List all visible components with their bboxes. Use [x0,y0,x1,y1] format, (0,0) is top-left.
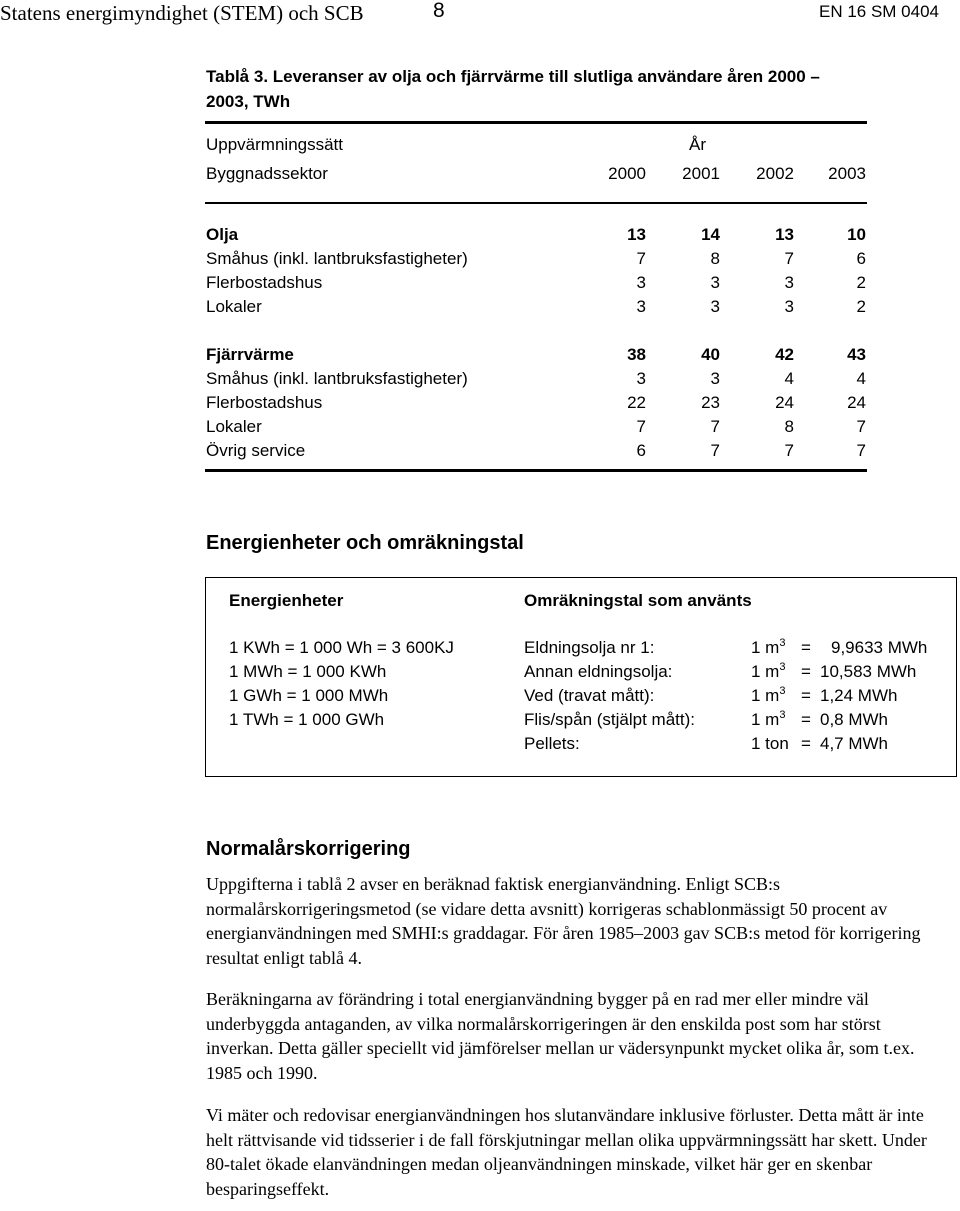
row-label: Småhus (inkl. lantbruksfastigheter) [206,369,468,388]
table-header-year-cell: 2003 [828,164,866,183]
row-label: Flerbostadshus [206,393,323,412]
table-title: Tablå 3. Leveranser av olja och fjärrvärme till slutliga användare åren 2000 – 2003, TWh [206,67,820,111]
fuel-equals: = [801,638,811,657]
row-value: 2 [856,297,866,316]
units-column-heading: Energienheter [229,591,344,610]
table-row [205,369,867,393]
row-label: Lokaler [206,417,262,436]
row-value: 24 [775,393,794,412]
row-value: 22 [627,393,646,412]
paragraph: Beräkningarna av förändring i total energianvändning bygger på en rad mer eller mindre väl underbyggda antaganden, av vilka normalårskorrigeringen är den enskilda post som har störst inverkan. Detta gäller speciellt vid jämförelser mellan ur vädersynpunkt mycket olika år, som t.ex. 1985 och 1990. [206,989,915,1083]
row-label: Flerbostadshus [206,273,323,292]
table-row [205,297,867,321]
table-row [205,393,867,417]
row-value: 7 [784,249,794,268]
table-header-year-cell: 2001 [682,164,720,183]
table-header-sector: Byggnadssektor [206,164,328,183]
fuel-quantity: 1 $m^3$ [751,685,786,705]
normal-year-heading: Normalårskorrigering [206,838,411,860]
fuel-name: Eldningsolja nr 1: [524,638,655,657]
factors-column-heading: Omräkningstal som använts [524,591,752,610]
row-label: Övrig service [206,441,306,460]
row-value: 7 [636,417,646,436]
row-value: 3 [710,273,720,292]
row-value: 7 [856,417,866,436]
row-label: Lokaler [206,297,262,316]
fuel-name: Flis/spån (stjälpt mått): [524,710,695,729]
fuel-name: Annan eldningsolja: [524,662,673,681]
row-value: 7 [856,441,866,460]
table-header-year-cell: 2002 [756,164,794,183]
row-value: 3 [784,273,794,292]
row-value: 2 [856,273,866,292]
row-value: 24 [847,393,866,412]
row-value: 3 [636,297,646,316]
row-label: Olja [206,225,239,244]
unit-line: 1 KWh = 1 000 Wh = 3 600KJ [229,638,454,657]
row-value: 3 [636,369,646,388]
table-header-year: År [689,135,706,154]
fuel-name: Pellets: [524,734,580,753]
row-value: 4 [856,369,866,388]
table-header-year-cell: 2000 [608,164,646,183]
fuel-equals: = [801,686,811,705]
row-value: 7 [710,417,720,436]
conversion-box [205,577,957,777]
header-organization: Statens energimyndighet (STEM) och SCB [0,1,364,25]
fuel-quantity: 1 $m^3$ [751,661,786,681]
row-value: 42 [775,345,794,364]
fuel-value: 4,7 MWh [820,734,889,753]
row-value: 14 [701,225,720,244]
row-value: 8 [710,249,720,268]
row-value: 6 [636,441,646,460]
row-value: 43 [847,345,866,364]
table-row [205,441,867,465]
row-value: 38 [627,345,646,364]
row-value: 8 [784,417,794,436]
row-value: 7 [784,441,794,460]
row-value: 7 [710,441,720,460]
fuel-equals: = [801,734,811,753]
row-value: 3 [636,273,646,292]
fuel-equals: = [801,710,811,729]
table-row [205,345,867,369]
row-value: 3 [710,369,720,388]
fuel-value: 9,9633 MWh [831,638,928,657]
energy-units-heading: Energienheter och omräkningstal [206,532,524,554]
table-row [205,225,867,249]
row-label: Småhus (inkl. lantbruksfastigheter) [206,249,468,268]
table-header-row [205,164,867,188]
unit-line: 1 TWh = 1 000 GWh [229,710,385,729]
table-row [205,249,867,273]
row-label: Fjärrvärme [206,345,294,364]
fuel-quantity: 1 $m^3$ [751,637,786,657]
fuel-quantity: 1 $m^3$ [751,709,786,729]
fuel-equals: = [801,662,811,681]
page-header [0,0,960,30]
fuel-value: 0,8 MWh [820,710,889,729]
table-row [205,273,867,297]
fuel-name: Ved (travat mått): [524,686,655,705]
table-bottom-rule [205,469,867,472]
header-publication-code: EN 16 SM 0404 [818,2,939,21]
fuel-quantity: 1 ton [751,734,789,753]
table-top-rule [205,121,867,124]
row-value: 23 [701,393,720,412]
row-value: 10 [847,225,866,244]
page-number: 8 [433,0,445,22]
table-header-rule [205,202,867,204]
unit-line: 1 MWh = 1 000 KWh [229,662,387,681]
table-row [205,417,867,441]
row-value: 13 [627,225,646,244]
paragraph: Uppgifterna i tablå 2 avser en beräknad faktisk energianvändning. Enligt SCB:s normalårskorrigeringsmetod (se vidare detta avsnitt) korrigeras schablonmässigt 50 procent av energianvändningen med SMHI:s graddagar. För åren 1985–2003 gav SCB:s metod för korrigering resultat enligt tablå 4. [206,874,921,968]
unit-line: 1 GWh = 1 000 MWh [229,686,389,705]
table-header-heating-method: Uppvärmningssätt [206,135,344,154]
row-value: 6 [856,249,866,268]
fuel-value: 10,583 MWh [820,662,917,681]
row-value: 4 [784,369,794,388]
row-value: 7 [636,249,646,268]
row-value: 3 [710,297,720,316]
row-value: 40 [701,345,720,364]
paragraph: Vi mäter och redovisar energianvändningen hos slutanvändare inklusive förluster. Detta mått är inte helt rättvisande vid tidsserier i de fall förskjutningar mellan olika uppvärmningssätt har skett. Under 80-talet ökade elanvändningen medan oljeanvändningen minskade, vilket här ger en skenbar besparingseffekt. [206,1105,927,1199]
fuel-value: 1,24 MWh [820,686,898,705]
row-value: 3 [784,297,794,316]
row-value: 13 [775,225,794,244]
